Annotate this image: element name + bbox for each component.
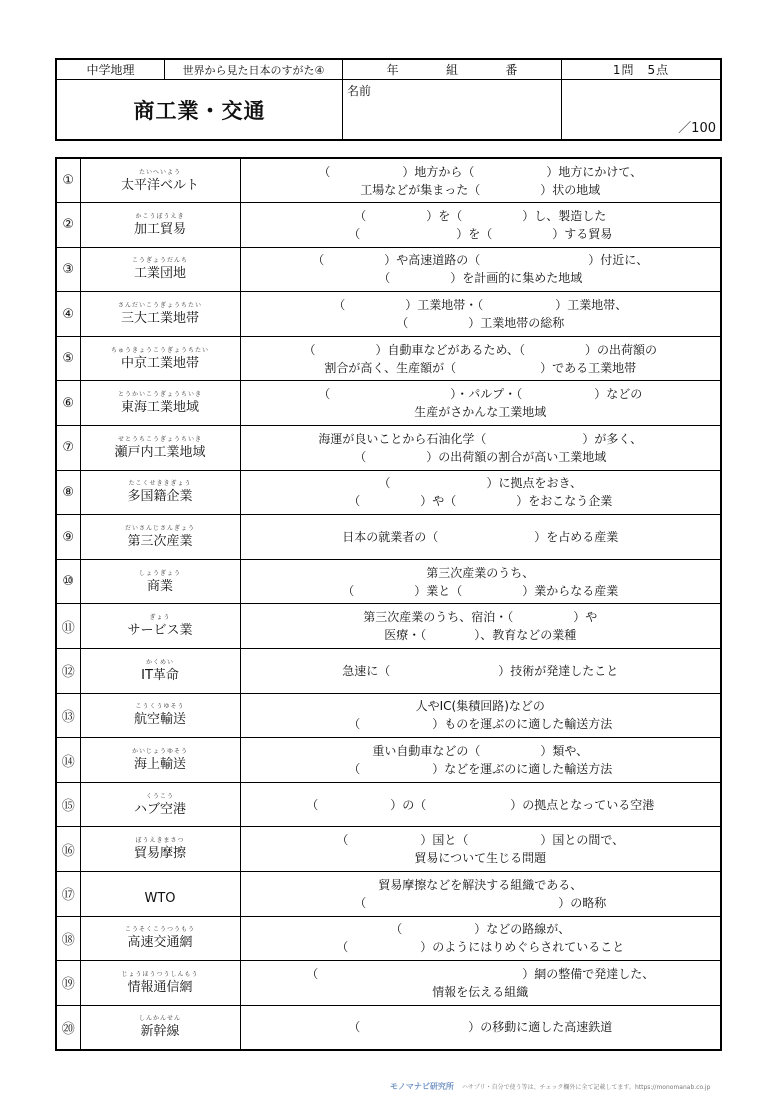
- term-furigana: ちゅうきょうこうぎょうちたい: [110, 346, 209, 354]
- question-number: ⑧: [56, 470, 80, 515]
- footer-text: ハサプリ・自分で使う等は、チェック欄外に全て記載してます。https://monomanab.co.jp: [461, 1084, 711, 1091]
- definition-line: 重い自動車などの（ ）類や、: [372, 744, 589, 759]
- term-text: 情報通信網: [127, 979, 193, 995]
- question-number: ⑤: [56, 336, 80, 381]
- definition-line: （ ）の略称: [354, 895, 607, 910]
- definition-line: 人やIC(集積回路)などの: [415, 699, 545, 714]
- question-row: [56, 782, 721, 827]
- footer-brand: モノマナビ研究所: [390, 1082, 454, 1091]
- question-row: [56, 158, 721, 203]
- question-row: [56, 292, 721, 337]
- year-label: 年: [386, 63, 399, 77]
- question-row: [56, 916, 721, 961]
- term-furigana: とうかいこうぎょうちいき: [117, 391, 202, 399]
- definition-line: （ ）に拠点をおき、: [378, 476, 583, 491]
- score-field: ／100: [678, 121, 716, 136]
- term-furigana: こうくうゆそう: [135, 703, 185, 711]
- definition-line: （ ）工業地帯・（ ）工業地帯、: [333, 298, 628, 313]
- question-row: [56, 559, 721, 604]
- question-term: [80, 604, 240, 649]
- question-term: [80, 559, 240, 604]
- question-definition[interactable]: [240, 1005, 721, 1050]
- term-text: IT革命: [141, 667, 179, 683]
- question-definition[interactable]: [240, 782, 721, 827]
- question-term: [80, 381, 240, 426]
- definition-line: （ ）のようにはりめぐらされていること: [336, 940, 625, 955]
- question-definition[interactable]: [240, 247, 721, 292]
- definition-line: （ ）の出荷額の割合が高い工業地域: [354, 449, 607, 464]
- term-text: 瀬戸内工業地域: [114, 444, 206, 460]
- definition-line: （ ）の移動に適した高速鉄道: [348, 1020, 613, 1035]
- subject-label: 中学地理: [57, 60, 165, 80]
- question-number: ⑦: [56, 426, 80, 471]
- unit-label: 世界から見た日本のすがた④: [165, 60, 343, 80]
- question-row: [56, 515, 721, 560]
- question-row: [56, 872, 721, 917]
- definition-line: （ ）を計画的に集めた地域: [378, 271, 583, 286]
- term-text: 加工貿易: [133, 221, 186, 237]
- term-furigana: こうぎょうだんち: [131, 257, 188, 265]
- footer: [390, 1081, 770, 1093]
- question-row: [56, 649, 721, 694]
- question-number: ⑪: [56, 604, 80, 649]
- question-number: ⑭: [56, 738, 80, 783]
- question-row: [56, 1005, 721, 1050]
- question-row: [56, 381, 721, 426]
- definition-line: 医療・（ ）、教育などの業種: [384, 628, 577, 643]
- definition-line: （ ）などの路線が、: [390, 922, 571, 937]
- definition-line: （ ）網の整備で発達した、: [306, 966, 655, 981]
- term-furigana: さんだいこうぎょうちたい: [117, 302, 202, 310]
- term-text: 工業団地: [133, 266, 186, 282]
- question-definition[interactable]: [240, 426, 721, 471]
- question-row: [56, 203, 721, 248]
- definition-line: （ ）国と（ ）国との間で、: [336, 833, 625, 848]
- term-text: 第三次産業: [127, 534, 193, 550]
- definition-line: （ ）や（ ）をおこなう企業: [348, 494, 613, 509]
- question-term: [80, 203, 240, 248]
- question-term: [80, 872, 240, 917]
- term-text: WTO: [144, 890, 176, 906]
- definition-line: （ ）の（ ）の拠点となっている空港: [306, 797, 655, 812]
- question-term: [80, 515, 240, 560]
- question-number: ③: [56, 247, 80, 292]
- term-furigana: せとうちこうぎょうちいき: [117, 435, 202, 443]
- question-number: ⑨: [56, 515, 80, 560]
- question-number: ⑮: [56, 782, 80, 827]
- term-text: 中京工業地帯: [120, 355, 199, 371]
- term-furigana: たいへいよう: [138, 168, 181, 176]
- definition-line: （ ）地方から（ ）地方にかけて、: [318, 164, 643, 179]
- question-term: [80, 336, 240, 381]
- term-furigana: しょうぎょう: [138, 569, 181, 577]
- term-furigana: かいじょうゆそう: [131, 748, 188, 756]
- question-term: [80, 961, 240, 1006]
- question-number: ⑳: [56, 1005, 80, 1050]
- definition-line: 工場などが集まった（ ）状の地域: [360, 182, 601, 197]
- question-definition[interactable]: [240, 738, 721, 783]
- term-furigana: だいさんじさんぎょう: [124, 525, 195, 533]
- question-term: [80, 158, 240, 203]
- term-text: サービス業: [127, 623, 193, 639]
- question-row: [56, 693, 721, 738]
- question-table: [55, 157, 722, 1051]
- question-definition[interactable]: [240, 470, 721, 515]
- definition-line: （ ）などを運ぶのに適した輸送方法: [348, 762, 613, 777]
- worksheet-header: [55, 58, 722, 141]
- term-furigana: ぎょう: [149, 614, 171, 622]
- question-number: ②: [56, 203, 80, 248]
- term-text: 多国籍企業: [127, 489, 193, 505]
- definition-line: 割合が高く、生産額が（ ）である工業地帯: [324, 360, 637, 375]
- definition-line: 第三次産業のうち、: [426, 565, 535, 580]
- question-definition[interactable]: [240, 203, 721, 248]
- question-term: [80, 247, 240, 292]
- term-furigana: くうこう: [145, 792, 174, 800]
- question-number: ④: [56, 292, 80, 337]
- question-row: [56, 247, 721, 292]
- term-text: 三大工業地帯: [120, 311, 199, 327]
- term-text: 太平洋ベルト: [120, 177, 199, 193]
- question-term: [80, 1005, 240, 1050]
- term-furigana: [81, 883, 240, 891]
- question-term: [80, 649, 240, 694]
- definition-line: （ ）業と（ ）業からなる産業: [342, 583, 619, 598]
- question-row: [56, 738, 721, 783]
- term-text: 商業: [146, 578, 173, 594]
- question-number: ⑩: [56, 559, 80, 604]
- question-number: ①: [56, 158, 80, 203]
- definition-line: （ ）自動車などがあるため、（ ）の出荷額の: [303, 342, 658, 357]
- term-text: 貿易摩擦: [133, 846, 186, 862]
- question-term: [80, 470, 240, 515]
- question-definition[interactable]: [240, 336, 721, 381]
- term-furigana: こうそくこうつうもう: [124, 926, 195, 934]
- question-number: ⑰: [56, 872, 80, 917]
- question-number: ⑱: [56, 916, 80, 961]
- definition-line: 生産がさかんな工業地域: [414, 405, 547, 420]
- term-furigana: かくめい: [145, 658, 174, 666]
- question-row: [56, 470, 721, 515]
- definition-line: 日本の就業者の（ ）を占める産業: [342, 530, 619, 545]
- question-term: [80, 916, 240, 961]
- question-definition[interactable]: [240, 649, 721, 694]
- question-definition[interactable]: [240, 872, 721, 917]
- term-furigana: しんかんせん: [138, 1015, 181, 1023]
- definition-line: （ ）・パルプ・（ ）などの: [318, 387, 643, 402]
- definition-line: 貿易について生じる問題: [414, 851, 547, 866]
- question-number: ⑯: [56, 827, 80, 872]
- term-furigana: かこうぼうえき: [135, 212, 185, 220]
- question-number: ⑥: [56, 381, 80, 426]
- term-text: 東海工業地域: [120, 400, 199, 416]
- definition-line: 急速に（ ）技術が発達したこと: [342, 663, 619, 678]
- question-number: ⑬: [56, 693, 80, 738]
- question-definition[interactable]: [240, 827, 721, 872]
- question-number: ⑲: [56, 961, 80, 1006]
- question-definition[interactable]: [240, 961, 721, 1006]
- definition-line: 情報を伝える組織: [432, 984, 529, 999]
- definition-line: 貿易摩擦などを解決する組織である、: [378, 877, 583, 892]
- question-row: [56, 827, 721, 872]
- question-definition[interactable]: [240, 693, 721, 738]
- definition-line: （ ）を（ ）する貿易: [348, 226, 613, 241]
- name-label: 名前: [347, 84, 372, 98]
- question-definition[interactable]: [240, 381, 721, 426]
- definition-line: 海運が良いことから石油化学（ ）が多く、: [318, 431, 643, 446]
- term-furigana: ぼうえきまさつ: [135, 837, 185, 845]
- term-text: 新幹線: [140, 1024, 180, 1040]
- question-definition[interactable]: [240, 559, 721, 604]
- question-term: [80, 782, 240, 827]
- question-row: [56, 961, 721, 1006]
- question-term: [80, 827, 240, 872]
- page-title: 商工業・交通: [57, 80, 343, 139]
- question-row: [56, 336, 721, 381]
- term-text: 海上輸送: [133, 757, 186, 773]
- question-term: [80, 693, 240, 738]
- definition-line: 第三次産業のうち、宿泊・（ ）や: [363, 610, 598, 625]
- question-number: ⑫: [56, 649, 80, 694]
- question-term: [80, 738, 240, 783]
- term-furigana: たこくせききぎょう: [128, 480, 192, 488]
- definition-line: （ ）ものを運ぶのに適した輸送方法: [348, 717, 613, 732]
- question-definition[interactable]: [240, 515, 721, 560]
- question-definition[interactable]: [240, 158, 721, 203]
- class-fields: [343, 60, 562, 80]
- question-definition[interactable]: [240, 604, 721, 649]
- name-field[interactable]: [343, 80, 562, 139]
- question-term: [80, 292, 240, 337]
- question-definition[interactable]: [240, 916, 721, 961]
- question-row: [56, 426, 721, 471]
- term-text: 高速交通網: [127, 935, 193, 951]
- points-label: 1問 5点: [562, 60, 720, 80]
- number-label: 番: [505, 63, 518, 77]
- question-definition[interactable]: [240, 292, 721, 337]
- term-text: ハブ空港: [133, 801, 186, 817]
- definition-line: （ ）や高速道路の（ ）付近に、: [312, 253, 649, 268]
- term-furigana: じょうほうつうしんもう: [121, 970, 199, 978]
- term-text: 航空輸送: [133, 712, 186, 728]
- definition-line: （ ）工業地帯の総称: [396, 316, 565, 331]
- question-row: [56, 604, 721, 649]
- definition-line: （ ）を（ ）し、製造した: [354, 208, 607, 223]
- question-term: [80, 426, 240, 471]
- class-label: 組: [445, 63, 458, 77]
